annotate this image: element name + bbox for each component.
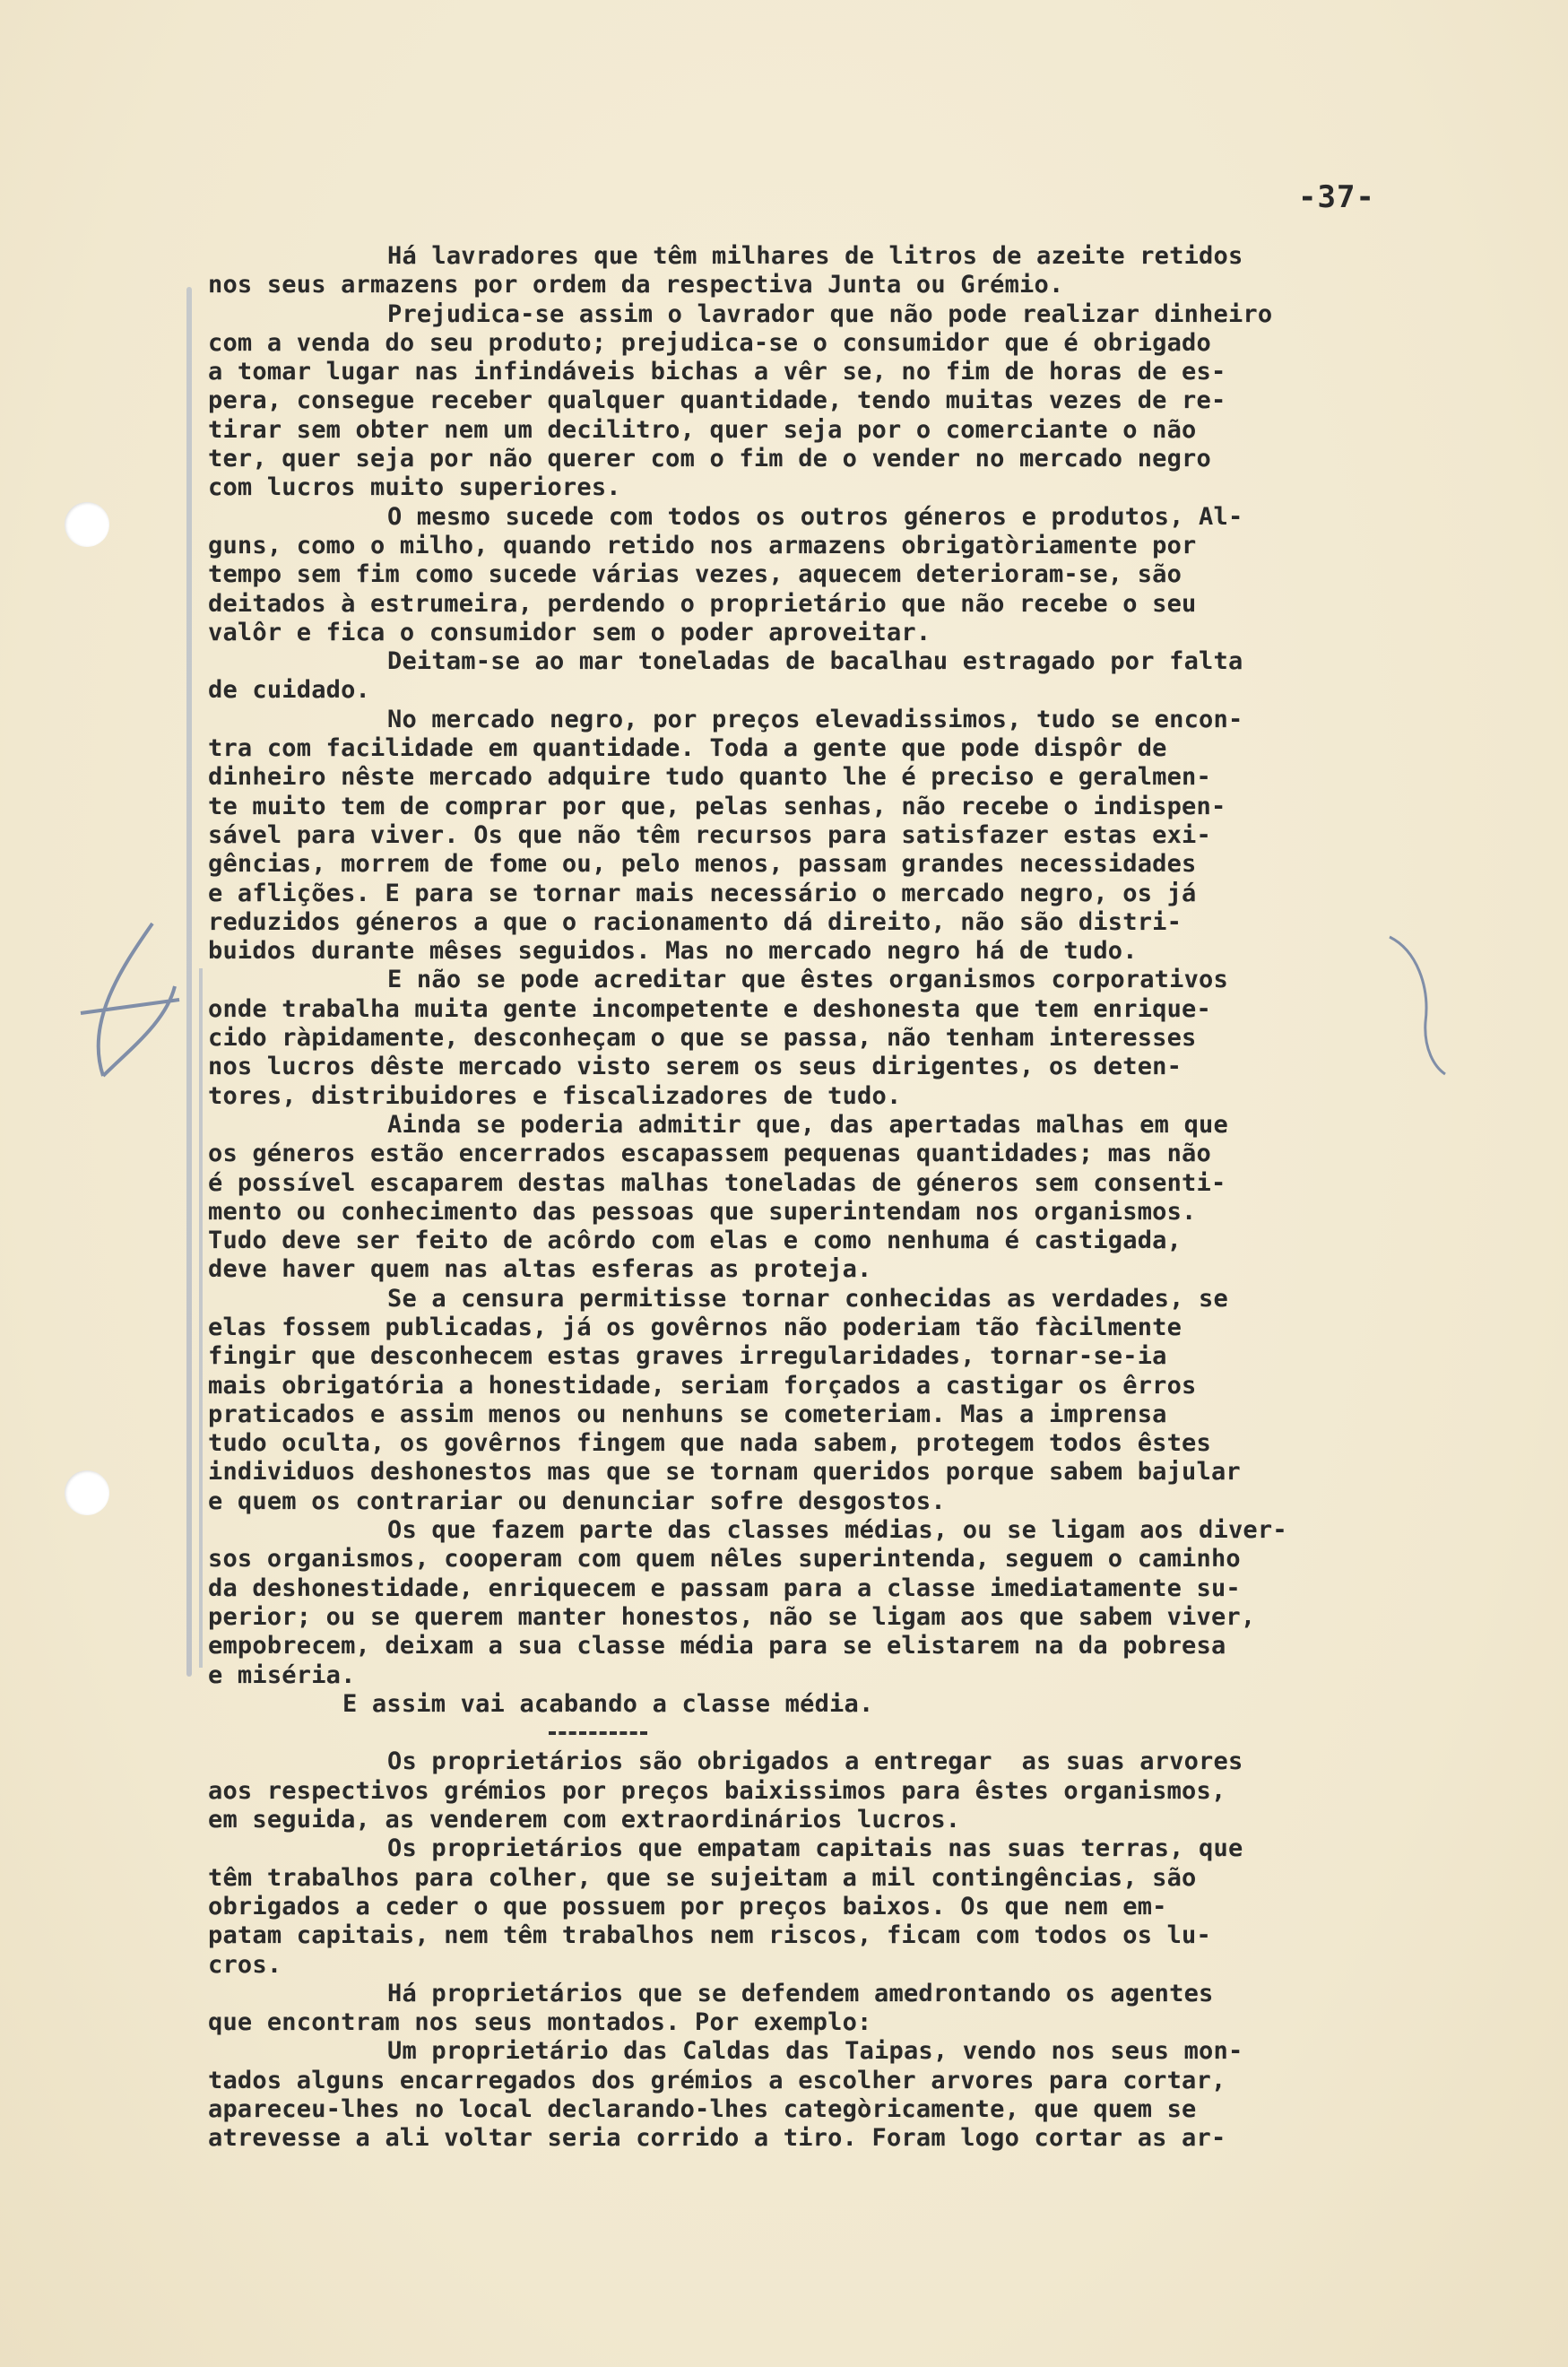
text-line: deve haver quem nas altas esferas as proteja. [208, 1255, 872, 1284]
text-line: praticados e assim menos ou nenhuns se cometeriam. Mas a imprensa [208, 1400, 1167, 1428]
text-line: patam capitais, nem têm trabalhos nem riscos, ficam com todos os lu- [208, 1921, 1211, 1950]
text-line: tirar sem obter nem um decilitro, quer seja por o comerciante o não [208, 415, 1197, 444]
text-line: tra com facilidade em quantidade. Toda a gente que pode dispôr de [208, 734, 1167, 763]
text-line: com a venda do seu produto; prejudica-se o consumidor que é obrigado [208, 328, 1211, 357]
text-line: nos lucros dêste mercado visto serem os seus dirigentes, os deten- [208, 1053, 1182, 1081]
text-line: cros. [208, 1950, 282, 1979]
text-line: ter, quer seja por não querer com o fim de o vender no mercado negro [208, 445, 1211, 473]
text-line: que encontram nos seus montados. Por exemplo: [208, 2008, 872, 2037]
text-line: em seguida, as venderem com extraordinários lucros. [208, 1806, 961, 1834]
text-line: cido ràpidamente, desconheçam o que se passa, não tenham interesses [208, 1024, 1197, 1053]
text-line: Os que fazem parte das classes médias, ou se ligam aos diver- [387, 1516, 1287, 1545]
text-line: te muito tem de comprar por que, pelas senhas, não recebe o indispen- [208, 792, 1226, 820]
text-line: tados alguns encarregados dos grémios a escolher arvores para cortar, [208, 2066, 1226, 2094]
text-line: com lucros muito superiores. [208, 473, 621, 502]
text-line: de cuidado. [208, 676, 371, 705]
text-line: aos respectivos grémios por preços baixissimos para êstes organismos, [208, 1776, 1226, 1805]
text-line: individuos deshonestos mas que se tornam queridos porque sabem bajular [208, 1458, 1241, 1487]
text-line: empobrecem, deixam a sua classe média para se elistarem na da pobresa [208, 1632, 1226, 1660]
text-line: Se a censura permitisse tornar conhecidas as verdades, se [387, 1284, 1228, 1313]
text-line: No mercado negro, por preços elevadissimos, tudo se encon- [387, 705, 1243, 733]
typed-text-body [208, 242, 1463, 2154]
text-line: e aflições. E para se tornar mais necessário o mercado negro, os já [208, 879, 1197, 907]
text-line: buidos durante mêses seguidos. Mas no mercado negro há de tudo. [208, 937, 1138, 966]
text-line: Ainda se poderia admitir que, das apertadas malhas em que [387, 1110, 1228, 1139]
text-line: apareceu-lhes no local declarando-lhes categòricamente, que quem se [208, 2095, 1197, 2123]
text-line: obrigados a ceder o que possuem por preços baixos. Os que nem em- [208, 1892, 1167, 1920]
punch-hole-top [65, 502, 109, 547]
text-line: é possível escaparem destas malhas toneladas de géneros sem consenti- [208, 1168, 1226, 1197]
section-divider [208, 1719, 1463, 1747]
text-line: Tudo deve ser feito de acôrdo com elas e como nenhuma é castigada, [208, 1227, 1182, 1255]
text-line: pera, consegue receber qualquer quantidade, tendo muitas vezes de re- [208, 386, 1226, 415]
text-line: deitados à estrumeira, perdendo o proprietário que não recebe o seu [208, 589, 1197, 618]
margin-pencil-line-2 [199, 968, 203, 1668]
punch-hole-bottom [65, 1470, 109, 1515]
text-line: sável para viver. Os que não têm recursos para satisfazer estas exi- [208, 820, 1211, 849]
text-line: onde trabalha muita gente incompetente e deshonesta que tem enrique- [208, 994, 1211, 1023]
text-line: e quem os contrariar ou denunciar sofre desgostos. [208, 1487, 946, 1515]
text-line: da deshonestidade, enriquecem e passam para a classe imediatamente su- [208, 1574, 1241, 1602]
text-line: valôr e fica o consumidor sem o poder aproveitar. [208, 618, 931, 646]
text-line: tempo sem fim como sucede várias vezes, aquecem deterioram-se, são [208, 560, 1182, 589]
text-line: fingir que desconhecem estas graves irregularidades, tornar-se-ia [208, 1342, 1167, 1371]
text-line: mais obrigatória a honestidade, seriam forçados a castigar os êrros [208, 1371, 1197, 1400]
text-line: Os proprietários que empatam capitais nas suas terras, que [387, 1834, 1243, 1863]
text-line: perior; ou se querem manter honestos, não se ligam aos que sabem viver, [208, 1602, 1256, 1631]
handwritten-margin-mark [67, 915, 184, 1094]
page-number: -37- [1298, 179, 1375, 215]
text-line: Prejudica-se assim o lavrador que não pode realizar dinheiro [387, 299, 1273, 328]
text-line: tudo oculta, os govêrnos fingem que nada sabem, protegem todos êstes [208, 1429, 1211, 1458]
text-line: Os proprietários são obrigados a entregar as suas arvores [387, 1747, 1243, 1776]
text-line: Há lavradores que têm milhares de litros de azeite retidos [387, 242, 1243, 270]
text-line: mento ou conhecimento das pessoas que superintendam nos organismos. [208, 1197, 1197, 1226]
text-line: reduzidos géneros a que o racionamento dá direito, não são distri- [208, 907, 1182, 936]
text-line: têm trabalhos para colher, que se sujeitam a mil contingências, são [208, 1863, 1197, 1892]
text-line: O mesmo sucede com todos os outros géneros e produtos, Al- [387, 502, 1243, 531]
margin-pencil-line [186, 287, 192, 1677]
text-line: sos organismos, cooperam com quem nêles superintenda, seguem o caminho [208, 1545, 1241, 1574]
text-line: Há proprietários que se defendem amedrontando os agentes [387, 1979, 1214, 2007]
text-line: nos seus armazens por ordem da respectiva Junta ou Grémio. [208, 271, 1064, 299]
text-line: atrevesse a ali voltar seria corrido a tiro. Foram logo cortar as ar- [208, 2124, 1226, 2153]
text-line: Um proprietário das Caldas das Taipas, vendo nos seus mon- [387, 2037, 1243, 2066]
text-line: E não se pode acreditar que êstes organismos corporativos [387, 966, 1228, 994]
text-line: e miséria. [208, 1660, 356, 1689]
text-line: E assim vai acabando a classe média. [342, 1689, 874, 1718]
text-line: a tomar lugar nas infindáveis bichas a vêr se, no fim de horas de es- [208, 358, 1226, 386]
text-line: tores, distribuidores e fiscalizadores de tudo. [208, 1081, 902, 1110]
text-line: dinheiro nêste mercado adquire tudo quanto lhe é preciso e geralmen- [208, 763, 1211, 792]
text-line: os géneros estão encerrados escapassem pequenas quantidades; mas não [208, 1140, 1211, 1168]
text-line: guns, como o milho, quando retido nos armazens obrigatòriamente por [208, 531, 1197, 559]
text-line: Deitam-se ao mar toneladas de bacalhau estragado por falta [387, 647, 1243, 676]
text-line: elas fossem publicadas, já os govêrnos não poderiam tão fàcilmente [208, 1313, 1182, 1341]
text-line: gências, morrem de fome ou, pelo menos, passam grandes necessidades [208, 850, 1197, 879]
